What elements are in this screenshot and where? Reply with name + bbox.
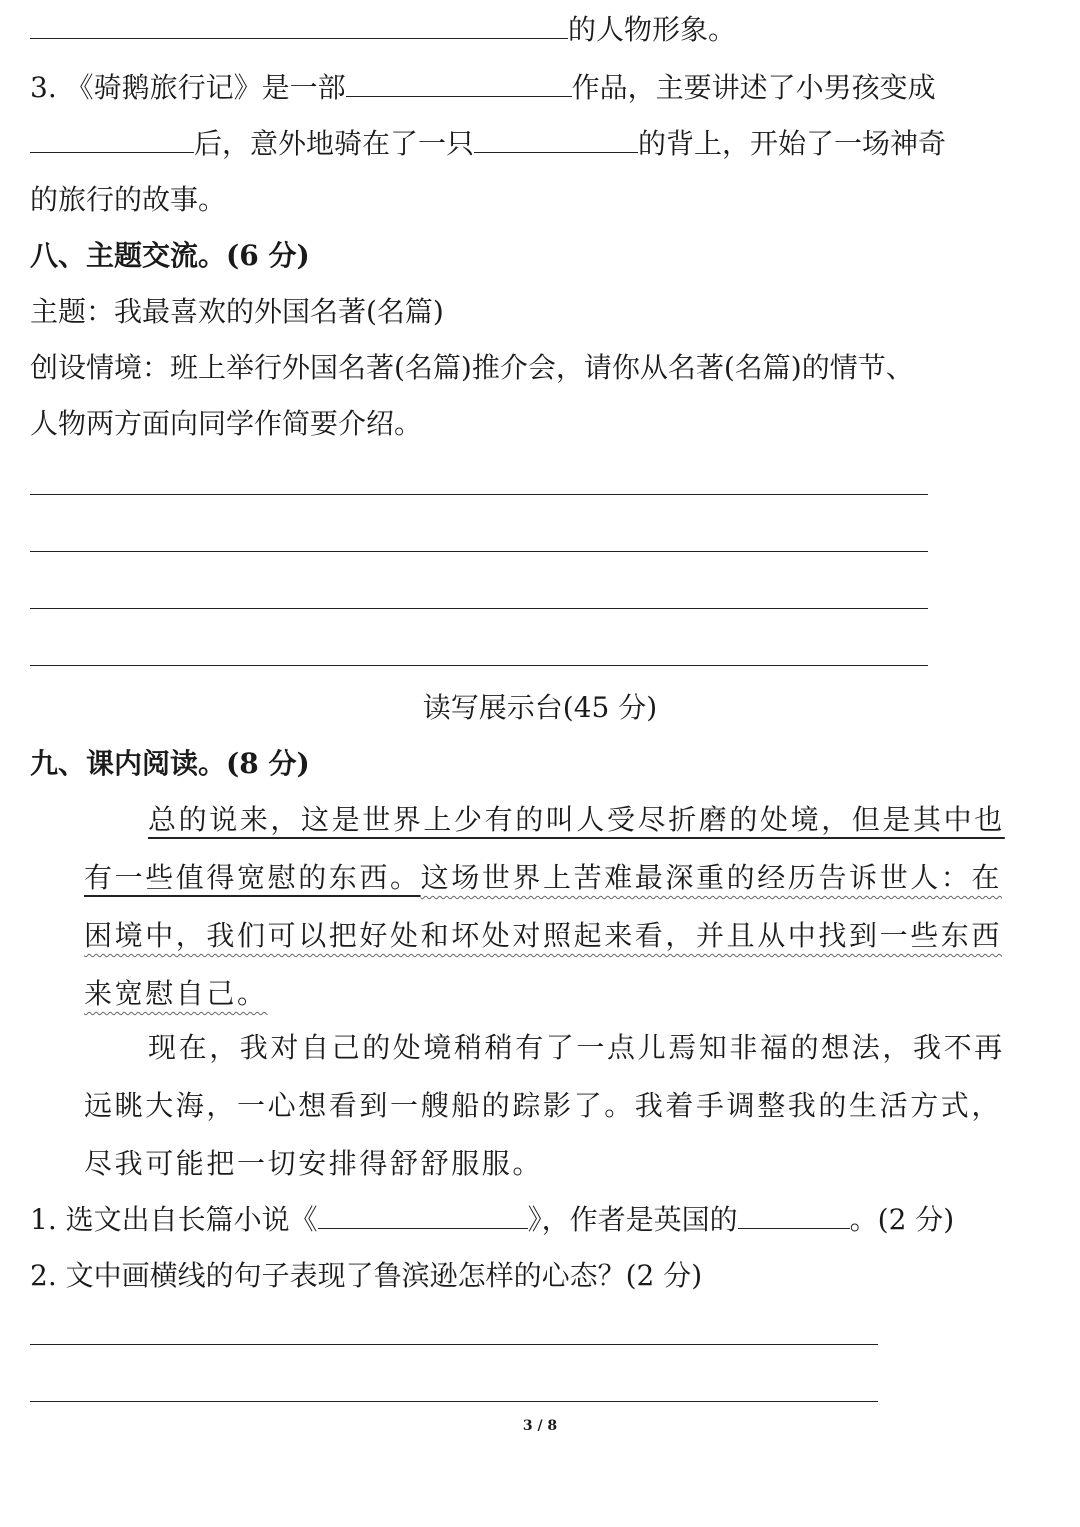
section-8-scenario: 人物两方面向同学作简要介绍。	[30, 407, 423, 440]
wavy-underlined-sentence: 这场世界上苦难最深重的经历告诉世人：在	[420, 861, 1003, 894]
page-number: 3 / 8	[522, 1418, 558, 1434]
section-8-scenario: 创设情境：班上举行外国名著(名篇)推介会，请你从名著(名篇)的情节、	[30, 351, 914, 384]
passage-line	[148, 800, 1005, 840]
question-text: 。(2 分)	[849, 1203, 955, 1236]
answer-blank[interactable]	[30, 124, 194, 153]
question-3-line-3: 的旅行的故事。	[30, 183, 227, 216]
writing-line[interactable]	[30, 608, 928, 609]
book-title-blank[interactable]	[318, 1200, 528, 1229]
passage-line	[84, 974, 268, 1014]
question-text: 》，作者是英国的	[527, 1203, 738, 1236]
question-3-text: 作品，主要讲述了小男孩变成	[571, 71, 936, 104]
continued-text: 的人物形象。	[568, 13, 737, 46]
question-text: 1. 选文出自长篇小说《	[30, 1203, 318, 1236]
question-3-line-2	[30, 124, 946, 164]
section-9-heading: 九、课内阅读。(8 分)	[30, 747, 310, 780]
question-3-text: 的背上，开始了一场神奇	[638, 127, 947, 160]
part-title: 读写展示台(45 分)	[422, 691, 658, 724]
question-3-text: 后，意外地骑在了一只	[194, 127, 475, 160]
passage-line	[84, 916, 1002, 956]
answer-blank[interactable]	[474, 124, 638, 153]
writing-line[interactable]	[30, 1401, 878, 1402]
section-8-heading: 八、主题交流。(6 分)	[30, 239, 310, 272]
answer-blank[interactable]	[30, 10, 568, 39]
writing-line[interactable]	[30, 551, 928, 552]
writing-line[interactable]	[30, 494, 928, 495]
author-blank[interactable]	[738, 1200, 850, 1229]
wavy-underlined-sentence: 来宽慰自己。	[84, 977, 268, 1010]
writing-line[interactable]	[30, 665, 928, 666]
question-3-line-1	[30, 68, 936, 108]
passage-line: 现在，我对自己的处境稍稍有了一点儿焉知非福的想法，我不再	[148, 1031, 1005, 1064]
underlined-sentence: 总的说来，这是世界上少有的叫人受尽折磨的处境，但是其中也	[148, 803, 1005, 836]
passage-line: 远眺大海，一心想看到一艘船的踪影了。我着手调整我的生活方式，	[84, 1089, 1003, 1122]
question-3-text: 3. 《骑鹅旅行记》是一部	[30, 71, 346, 104]
passage-line: 尽我可能把一切安排得舒舒服服。	[84, 1147, 544, 1180]
answer-blank[interactable]	[346, 68, 572, 97]
question-9-2: 2. 文中画横线的句子表现了鲁滨逊怎样的心态？(2 分)	[30, 1259, 703, 1292]
continued-answer-line	[30, 10, 736, 50]
wavy-underlined-sentence: 困境中，我们可以把好处和坏处对照起来看，并且从中找到一些东西	[84, 919, 1003, 952]
passage-line	[84, 858, 1002, 898]
section-8-topic: 主题：我最喜欢的外国名著(名篇)	[30, 295, 444, 328]
underlined-sentence: 有一些值得宽慰的东西。	[84, 861, 421, 894]
writing-line[interactable]	[30, 1344, 878, 1345]
question-9-1	[30, 1200, 954, 1240]
